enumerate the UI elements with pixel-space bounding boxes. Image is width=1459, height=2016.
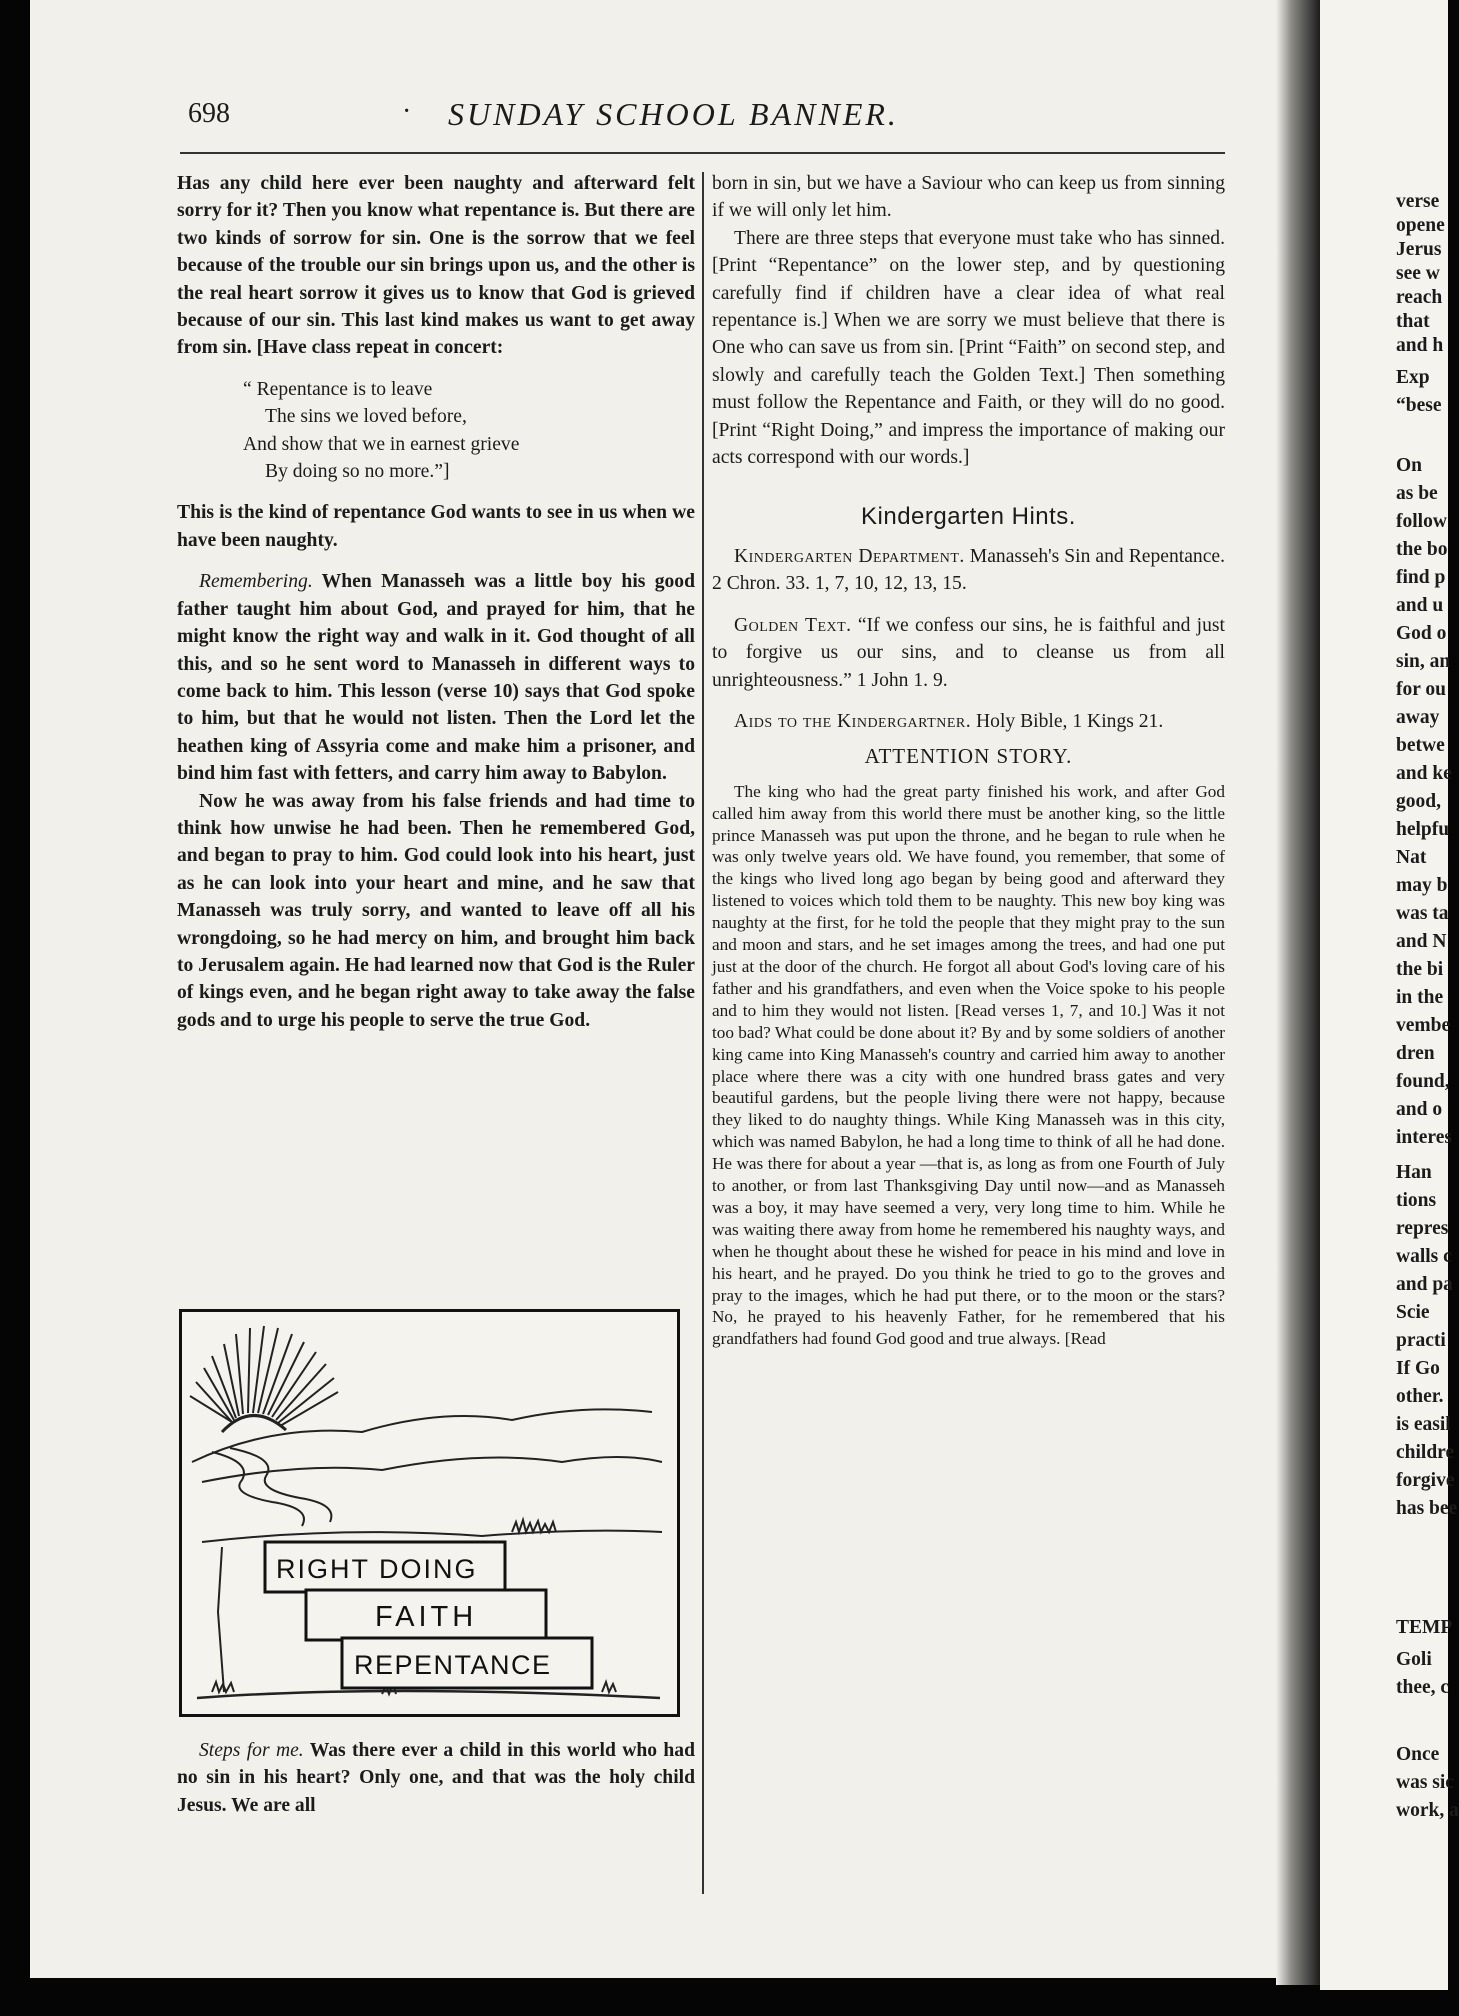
paragraph-golden-text (712, 612, 1225, 694)
text: Holy Bible, 1 Kings 21. (971, 710, 1164, 732)
section-label: Remembering. (199, 571, 313, 593)
fragment-line: may b (1396, 875, 1448, 896)
poem-line: “ Repentance is to leave (243, 378, 433, 400)
paragraph-remembering (177, 568, 695, 787)
fragment-line: God o (1396, 623, 1447, 644)
fragment-line: and o (1396, 1099, 1443, 1120)
fragment-line: practi (1396, 1330, 1446, 1351)
fragment-line: Once (1396, 1744, 1440, 1765)
paragraph-text: When Manasseh was a little boy his good father taught him about God, and prayed for him, that he might know the right way and walk in it. God thought of all this, and so he sent word to Manasseh in different ways to come back to him. This lesson (verse 10) says that God spoke to him, but that he would not listen. Then the Lord let the heathen king of Assyria come and make him a prisoner, and bind him fast with fetters, and carry him away to Babylon. (177, 571, 695, 785)
fragment-line: tions (1396, 1190, 1437, 1211)
fragment-line: the bi (1396, 959, 1444, 980)
cliff-edge (218, 1547, 224, 1692)
steps-illustration (179, 1309, 680, 1717)
fragment-line: childre (1396, 1442, 1455, 1463)
paragraph: This is the kind of repentance God wants to see in us when we have been naughty. (177, 502, 695, 551)
text: “If we confess our sins, he is faithful and just to forgive us our sins, and to cleanse us from all unrighteousness.” 1 John 1. 9. (712, 614, 1225, 691)
fragment-line: Goli (1396, 1649, 1432, 1670)
header-dot: · (402, 96, 412, 127)
fragment-line: Exp (1396, 367, 1430, 388)
sun-ray (190, 1326, 338, 1426)
poem-line: By doing so no more.”] (265, 461, 450, 483)
fragment-line: helpfu (1396, 819, 1450, 840)
column-rule (702, 172, 704, 1894)
fragment-line: interes (1396, 1127, 1452, 1148)
bottom-ground (197, 1691, 660, 1698)
fragment-line: and h (1396, 335, 1444, 356)
fragment-line: thee, c (1396, 1677, 1450, 1698)
left-column (177, 170, 695, 1034)
fragment-line: and pa (1396, 1274, 1453, 1295)
fragment-line: away (1396, 707, 1440, 728)
river-bank (230, 1448, 331, 1522)
page-number: 698 (188, 98, 230, 129)
river (212, 1452, 304, 1526)
fragment-line: find p (1396, 567, 1446, 588)
fragment-line: and N (1396, 931, 1447, 952)
step-label-repentance: REPENTANCE (354, 1650, 552, 1680)
paragraph-kindergarten-dept (712, 543, 1225, 598)
header-rule (180, 152, 1225, 154)
fragment-line: and ke (1396, 763, 1452, 784)
paragraph: There are three steps that everyone must take who has sinned. [Print “Repentance” on the lower step, and by questioning carefully find if children have a clear idea of what real repentance is.] When we are sorry we must believe that there is One who can save us from sin. [Print “Faith” on second step, and slowly and carefully teach the Golden Text.] Then something must follow the Repentance and Faith, or they will do no good. [Print “Right Doing,” and impress the importance of making our acts correspond with our words.] (712, 227, 1225, 469)
steps-drawing (182, 1312, 677, 1714)
step-label-right-doing: RIGHT DOING (276, 1554, 478, 1584)
fragment-line: as be (1396, 483, 1438, 504)
story-text: The king who had the great party finished his work, and after God called him away from this world there must be another king, so the little prince Manasseh was put upon the throne, and he began to rule when he was only twelve years old. We have found, you remember, that some of the kings who lived long ago began by being good and afterward they listened to voices which told them to be naughty. This new boy king was naughty at the first, for he told the people that they might pray to the sun and moon and stars, and he set images among the trees, and had one put just at the door of the church. He forgot all about God's loving care of his father and his grandfathers, and even when the Voice spoke to his people and to him they would not listen. [Read verses 1, 7, and 10.] Was it not too bad? What could be done about it? By and by some soldiers of another king came into King Manasseh's country and carried him away to another place where there was a city with one hundred brass gates and very beautiful gardens, but the people living there were not happy, because they liked to do naughty things. While King Manasseh was in this city, which was named Babylon, he had a long time to think of all he had done. He was there for about a year —that is, as long as from one Fourth of July to another, or from last Thanksgiving Day until now—and as Manasseh was a boy, it may have seemed a very, very long time to him. While he was waiting there away from home he remembered his naughty ways, and when he thought about these he wished for peace in his mind and love in his heart, and he prayed. Do you think he tried to go to the groves and pray to the images, which he had put there, or to the moon or the stars? No, he prayed to his heavenly Father, for he remembered that his grandfathers had found God good and true always. [Read (712, 781, 1225, 1349)
page-header (188, 92, 1218, 132)
fragment-line: Nat (1396, 847, 1427, 868)
section-label: Steps for me. (199, 1740, 304, 1761)
poem (243, 376, 695, 486)
fragment-line: other. (1396, 1386, 1444, 1407)
fragment-line: for ou (1396, 679, 1447, 700)
fragment-line: forgive (1396, 1470, 1455, 1491)
fragment-line: Scie (1396, 1302, 1430, 1323)
text: Manasseh's Sin and Repentance. 2 Chron. 33. 1, 7, 10, 12, 13, 15. (712, 545, 1225, 595)
adjacent-page-fragment (1320, 0, 1459, 1990)
sun-arc (222, 1415, 286, 1432)
label: Aids to the Kindergartner. (734, 710, 972, 732)
fragment-line: betwe (1396, 735, 1445, 756)
paragraph: Now he was away from his false friends and had time to think how unwise he had been. Then he remembered God, and began to pray to him. God could look into his heart, just as he can look into your heart and mine, and he saw that Manasseh was truly sorry, and wanted to leave off all his wrongdoing, so he had mercy on him, and brought him back to Jerusalem again. He had learned now that God is the Ruler of kings even, and he began right away to take away the false gods and to urge his people to serve the true God. (177, 790, 695, 1031)
label: Kindergarten Department. (734, 545, 965, 567)
fragment-line: On (1396, 455, 1423, 476)
paragraph: Has any child here ever been naughty and afterward felt sorry for it? Then you know what repentance is. But there are two kinds of sorrow for sin. One is the sorrow that we feel because of the trouble our sin brings upon us, and the other is the real heart sorrow it gives us to know that God is grieved because of our sin. This last kind makes us want to get away from sin. [Have class repeat in concert: (177, 173, 695, 359)
fragment-line: good, (1396, 791, 1441, 812)
fragment-line: the bo (1396, 539, 1448, 560)
middle-column (712, 170, 1225, 1350)
fragment-line: reach (1396, 287, 1443, 308)
fragment-line: dren (1396, 1043, 1435, 1064)
paragraph-aids (712, 708, 1225, 735)
steps-paragraph (177, 1737, 695, 1819)
fragment-line: repres (1396, 1218, 1449, 1239)
book-gutter (1276, 0, 1320, 1985)
fragment-line: TEMP (1396, 1617, 1453, 1638)
story-heading: ATTENTION STORY. (864, 744, 1073, 769)
fragment-line: walls c (1396, 1246, 1452, 1267)
fragment-line: has bee (1396, 1498, 1458, 1519)
fragment-line: see w (1396, 263, 1440, 284)
paragraph-text: Was there ever a child in this world who had no sin in his heart? Only one, and that was the holy child Jesus. We are all (177, 1740, 695, 1816)
fragment-line: in the (1396, 987, 1444, 1008)
fragment-line: found, (1396, 1071, 1450, 1092)
ground-line (202, 1531, 662, 1542)
label: Golden Text. (734, 614, 852, 636)
fragment-line: was ta (1396, 903, 1449, 924)
fragment-line: is easil (1396, 1414, 1451, 1435)
fragment-line: Jerus (1396, 239, 1442, 260)
poem-line: And show that we in earnest grieve (243, 433, 520, 455)
book-page (30, 0, 1292, 1978)
running-title: SUNDAY SCHOOL BANNER. (448, 96, 899, 132)
fragment-line: that (1396, 311, 1430, 332)
fragment-line: If Go (1396, 1358, 1440, 1379)
fragment-line: was sic (1396, 1772, 1454, 1793)
fragment-line: verse (1396, 191, 1440, 212)
paragraph-steps (177, 1737, 695, 1819)
fragment-line: opene (1396, 215, 1445, 236)
fragment-line: Han (1396, 1162, 1432, 1183)
fragment-line: work, a (1396, 1800, 1459, 1821)
fragment-line: “bese (1396, 395, 1442, 416)
paragraph: born in sin, but we have a Saviour who can keep us from sinning if we will only let him. (712, 173, 1225, 222)
fragment-line: vembe (1396, 1015, 1451, 1036)
step-label-faith: FAITH (375, 1601, 478, 1633)
section-heading: Kindergarten Hints. (861, 503, 1076, 531)
fragment-line: sin, an (1396, 651, 1451, 672)
fragment-line: follow (1396, 511, 1447, 532)
hill-near (202, 1457, 662, 1482)
poem-line: The sins we loved before, (265, 406, 467, 428)
fragment-line: and u (1396, 595, 1444, 616)
